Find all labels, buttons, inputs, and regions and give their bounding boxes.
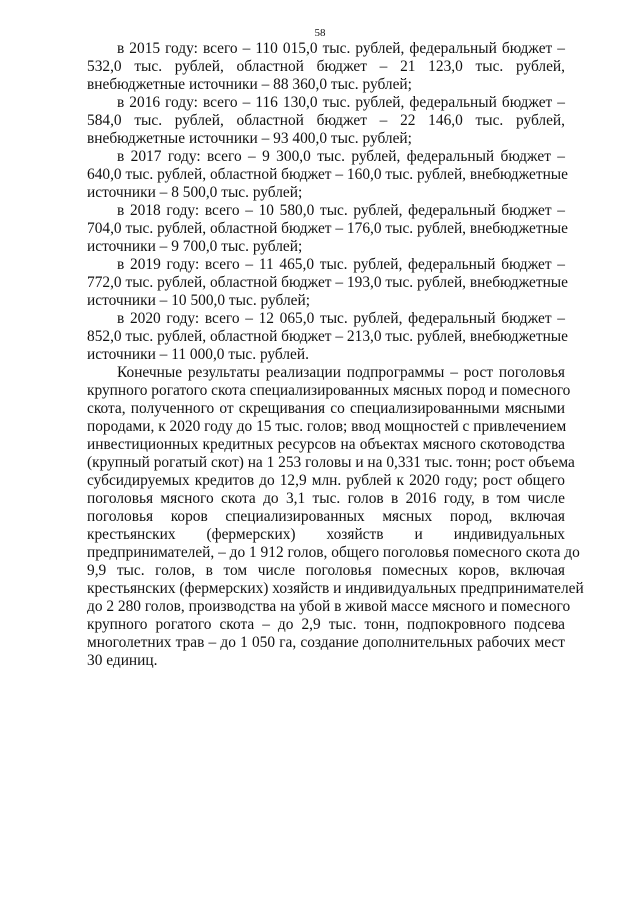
- text-line: внебюджетные источники – 88 360,0 тыс. рублей;: [87, 76, 412, 93]
- text-line: в 2015 году: всего – 110 015,0 тыс. рублей, федеральный бюджет –: [117, 40, 565, 57]
- text-line: 584,0 тыс. рублей, областной бюджет – 22 146,0 тыс. рублей,: [87, 112, 565, 129]
- text-line: инвестиционных кредитных ресурсов на объектах мясного скотоводства: [87, 436, 565, 453]
- text-line: 640,0 тыс. рублей, областной бюджет – 160,0 тыс. рублей, внебюджетные: [87, 166, 568, 183]
- text-line: поголовья коров специализированных мясных пород, включая: [87, 508, 565, 525]
- text-line: источники – 11 000,0 тыс. рублей.: [87, 346, 309, 363]
- text-line: внебюджетные источники – 93 400,0 тыс. рублей;: [87, 130, 412, 147]
- text-line: источники – 10 500,0 тыс. рублей;: [87, 292, 310, 309]
- text-line: крупного рогатого скота – до 2,9 тыс. тонн, подпокровного подсева: [87, 616, 565, 633]
- text-line: 30 единиц.: [87, 652, 158, 669]
- text-line: породами, к 2020 году до 15 тыс. голов; ввод мощностей с привлечением: [87, 418, 567, 435]
- text-line: 852,0 тыс. рублей, областной бюджет – 213,0 тыс. рублей, внебюджетные: [87, 328, 568, 345]
- text-line: в 2017 году: всего – 9 300,0 тыс. рублей, федеральный бюджет –: [117, 148, 565, 165]
- page-number: 58: [314, 27, 326, 39]
- text-line: 704,0 тыс. рублей, областной бюджет – 176,0 тыс. рублей, внебюджетные: [87, 220, 568, 237]
- text-line: (крупный рогатый скот) на 1 253 головы и на 0,331 тыс. тонн; рост объема: [87, 454, 575, 471]
- text-line: источники – 8 500,0 тыс. рублей;: [87, 184, 303, 201]
- text-line: в 2019 году: всего – 11 465,0 тыс. рублей, федеральный бюджет –: [117, 256, 565, 273]
- text-line: источники – 9 700,0 тыс. рублей;: [87, 238, 303, 255]
- text-line: до 2 280 голов, производства на убой в живой массе мясного и помесного: [87, 598, 571, 615]
- text-line: поголовья мясного скота до 3,1 тыс. голов в 2016 году, в том числе: [87, 490, 565, 507]
- text-line: скота, полученного от скрещивания со специализированными мясными: [87, 400, 565, 417]
- text-line: в 2016 году: всего – 116 130,0 тыс. рублей, федеральный бюджет –: [117, 94, 565, 111]
- text-line: предпринимателей, – до 1 912 голов, общего поголовья помесного скота до: [87, 544, 580, 561]
- text-line: 532,0 тыс. рублей, областной бюджет – 21 123,0 тыс. рублей,: [87, 58, 565, 75]
- text-line: крестьянских (фермерских) хозяйств и индивидуальных предпринимателей: [87, 580, 584, 597]
- text-line: Конечные результаты реализации подпрограммы – рост поголовья: [117, 364, 565, 381]
- text-line: субсидируемых кредитов до 12,9 млн. рублей к 2020 году; рост общего: [87, 472, 565, 489]
- text-line: 772,0 тыс. рублей, областной бюджет – 193,0 тыс. рублей, внебюджетные: [87, 274, 568, 291]
- text-line: в 2018 году: всего – 10 580,0 тыс. рублей, федеральный бюджет –: [117, 202, 565, 219]
- text-line: крупного рогатого скота специализированных мясных пород и помесного: [87, 382, 571, 399]
- text-line: 9,9 тыс. голов, в том числе поголовья помесных коров, включая: [87, 562, 565, 579]
- text-line: многолетних трав – до 1 050 га, создание дополнительных рабочих мест: [87, 634, 565, 651]
- text-line: в 2020 году: всего – 12 065,0 тыс. рублей, федеральный бюджет –: [117, 310, 565, 327]
- text-line: крестьянских (фермерских) хозяйств и индивидуальных: [87, 526, 565, 543]
